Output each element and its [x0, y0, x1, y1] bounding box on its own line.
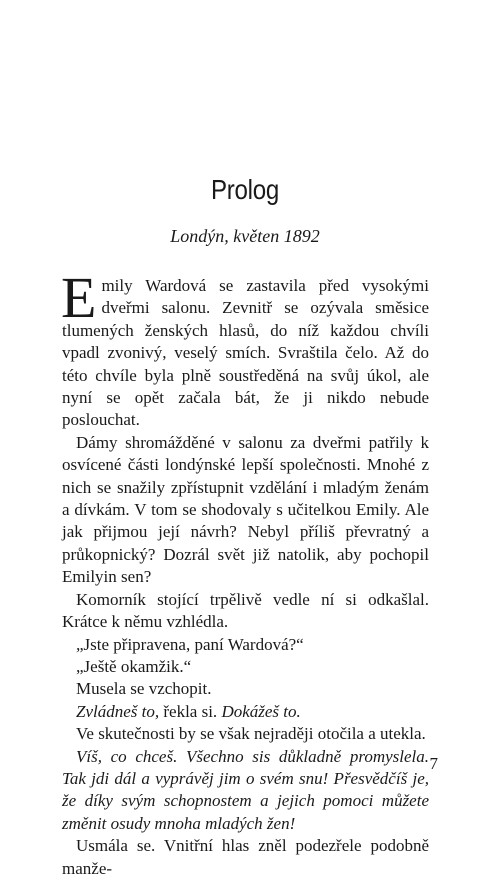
paragraph-1-text: mily Wardová se zastavila před vysokými dveřmi salonu. Zevnitř se ozývala směsice tlumených ženských hlasů, do níž každou chvíli vpadl zvonivý, veselý smích. Svraštila čelo. Až do této chvíle byla plně soustředěná na svůj úkol, ale nyní se opět začala bát, že ji nikdo nebude poslouchat.: [62, 276, 429, 430]
paragraph-2: Dámy shromážděné v salonu za dveřmi patřily k osvícené části londýnské lepší společnosti. Mnohé z nich se snažily zpřístupnit vzdělání i mladým ženám a dívkám. V tom se shodovaly s učitelkou Emily. Ale jak přijmou její návrh? Nebyl příliš převratný a průkopnický? Dozrál svět již natolik, aby pochopil Emilyin sen?: [62, 432, 429, 587]
paragraph-7: [62, 701, 429, 723]
paragraph-7-italic-c: Dokážeš to.: [221, 701, 301, 721]
paragraph-4: „Jste připravena, paní Wardová?“: [76, 634, 304, 654]
paragraph-10: Usmála se. Vnitřní hlas zněl podezřele podobně manže-: [62, 836, 429, 878]
chapter-title: Prolog: [210, 174, 280, 205]
paragraph-3: Komorník stojící trpělivě vedle ní si odkašlal. Krátce k němu vzhlédla.: [62, 589, 429, 632]
page-number: 7: [429, 754, 438, 773]
paragraph-7-text: řekla si.: [159, 701, 222, 721]
drop-cap: E: [61, 265, 97, 330]
chapter-subtitle: Londýn, květen 1892: [170, 226, 320, 246]
paragraph-6: Musela se vzchopit.: [76, 679, 212, 699]
paragraph-5: „Ještě okamžik.“: [76, 656, 192, 676]
body-text: [61, 265, 429, 880]
paragraph-9: Víš, co chceš. Všechno sis důkladně promyslela. Tak jdi dál a vyprávěj jim o svém snu! Přesvědčíš je, že díky svým schopnostem a jejich pomoci můžete změnit osudy mnoha mladých žen!: [62, 746, 429, 833]
paragraph-8: Ve skutečnosti by se však nejraději otočila a utekla.: [76, 724, 426, 744]
paragraph-1: [61, 265, 429, 432]
paragraph-7-italic-a: Zvládneš to,: [76, 701, 160, 721]
